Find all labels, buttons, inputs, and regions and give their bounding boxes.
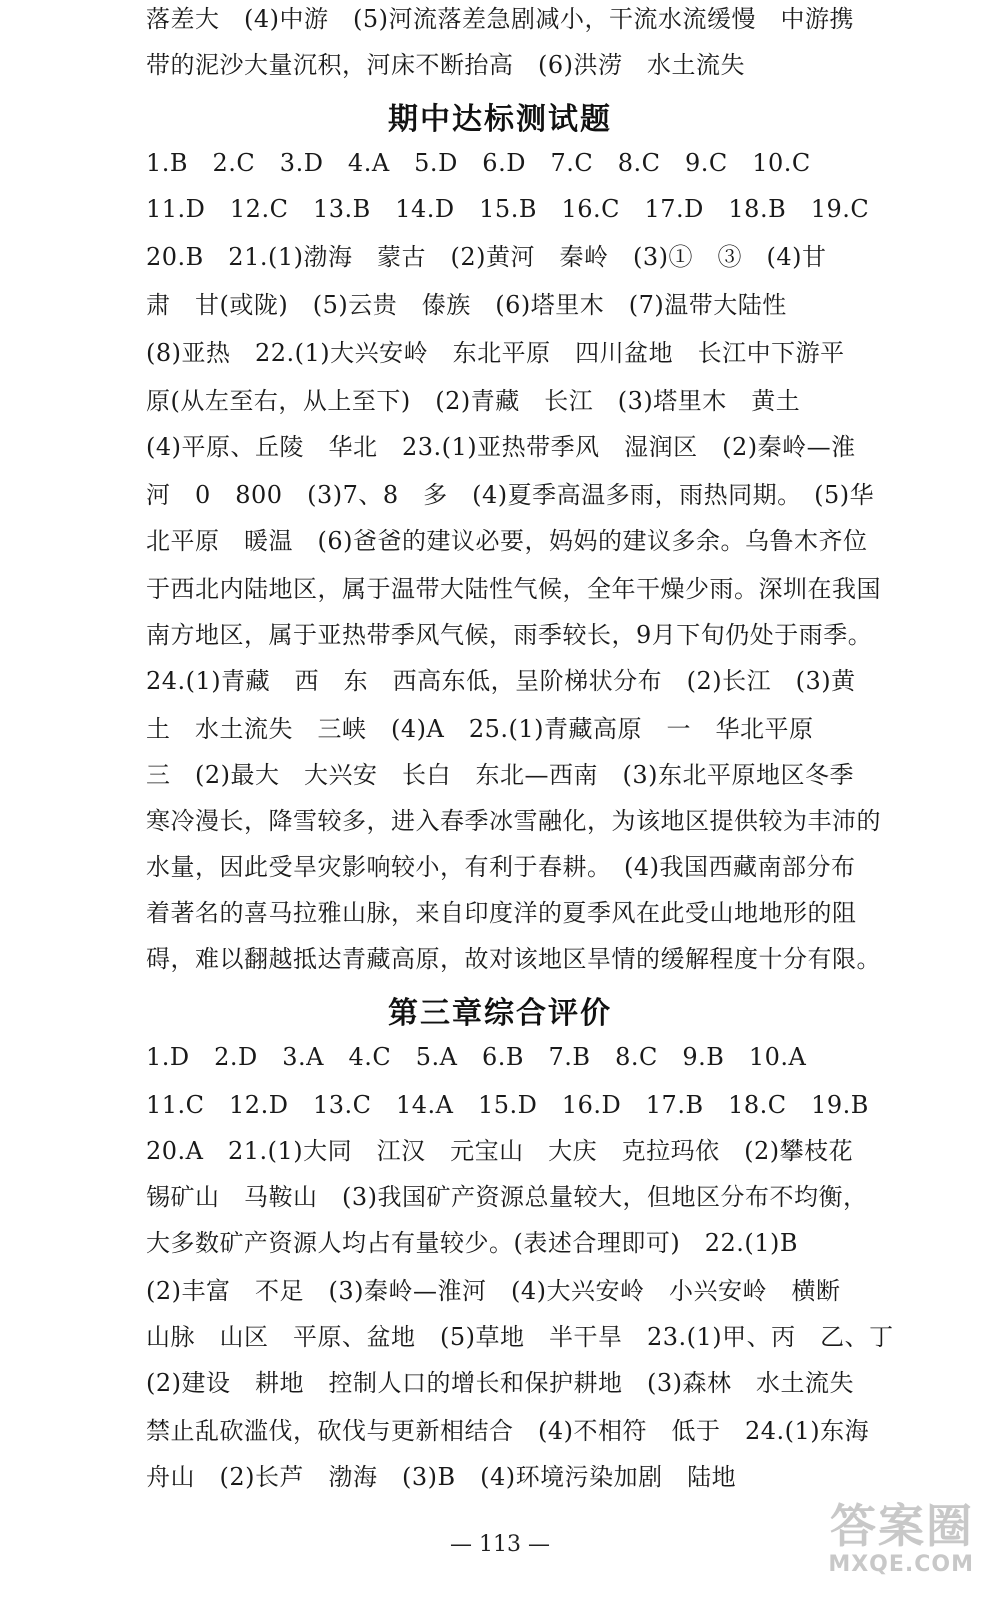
answer-line: 禁止乱砍滥伐，砍伐与更新相结合 (4)不相符 低于 24.(1)东海 [146,1417,870,1445]
answer-line: 碍，难以翻越抵达青藏高原，故对该地区旱情的缓解程度十分有限。 [146,945,881,973]
section-title-midterm: 期中达标测试题 [388,102,612,137]
answer-line: 河 0 800 (3)7、8 多 (4)夏季高温多雨，雨热同期。 (5)华 [146,481,875,509]
answer-line: 锡矿山 马鞍山 (3)我国矿产资源总量较大，但地区分布不均衡， [146,1183,868,1211]
answer-line: 11.D 12.C 13.B 14.D 15.B 16.C 17.D 18.B 19.C [146,195,870,223]
page-number: — 113 — [450,1532,550,1557]
answer-line: 肃 甘(或陇) (5)云贵 傣族 (6)塔里木 (7)温带大陆性 [146,291,787,319]
answer-line: (8)亚热 22.(1)大兴安岭 东北平原 四川盆地 长江中下游平 [146,339,845,367]
watermark-logo [802,1490,982,1590]
answer-line: 山脉 山区 平原、盆地 (5)草地 半干旱 23.(1)甲、丙 乙、丁 [146,1323,894,1351]
answer-line: 南方地区，属于亚热带季风气候，雨季较长，9月下旬仍处于雨季。 [146,621,873,649]
answer-line: 三 (2)最大 大兴安 长白 东北—西南 (3)东北平原地区冬季 [146,761,854,789]
answer-line: 寒冷漫长，降雪较多，进入春季冰雪融化，为该地区提供较为丰沛的 [146,807,881,835]
answer-line: 大多数矿产资源人均占有量较少。(表述合理即可) 22.(1)B [146,1229,799,1257]
text-line: 落差大 (4)中游 (5)河流落差急剧减小，干流水流缓慢 中游携 [146,5,854,33]
answer-line: 着著名的喜马拉雅山脉，来自印度洋的夏季风在此受山地地形的阻 [146,899,857,927]
answer-line: 原(从左至右，从上至下) (2)青藏 长江 (3)塔里木 黄土 [146,387,801,415]
answer-line: (2)建设 耕地 控制人口的增长和保护耕地 (3)森林 水土流失 [146,1369,854,1397]
answer-line: 20.B 21.(1)渤海 蒙古 (2)黄河 秦岭 (3)① ③ (4)甘 [146,243,827,271]
watermark-url: MXQE.COM [828,1552,974,1577]
answer-line: 舟山 (2)长芦 渤海 (3)B (4)环境污染加剧 陆地 [146,1463,737,1491]
watermark-logo-text: 答案圈 [830,1499,974,1553]
answer-line: (2)丰富 不足 (3)秦岭—淮河 (4)大兴安岭 小兴安岭 横断 [146,1277,841,1305]
answer-line: 水量，因此受旱灾影响较小，有利于春耕。 (4)我国西藏南部分布 [146,853,856,881]
answer-line: 20.A 21.(1)大同 江汉 元宝山 大庆 克拉玛依 (2)攀枝花 [146,1137,854,1165]
answer-line: 24.(1)青藏 西 东 西高东低，呈阶梯状分布 (2)长江 (3)黄 [146,667,856,695]
answer-line: (4)平原、丘陵 华北 23.(1)亚热带季风 湿润区 (2)秦岭—淮 [146,433,856,461]
section-title-chapter3: 第三章综合评价 [388,996,612,1031]
answer-line: 11.C 12.D 13.C 14.A 15.D 16.D 17.B 18.C 19.B [146,1091,869,1119]
answer-line: 北平原 暖温 (6)爸爸的建议必要，妈妈的建议多余。乌鲁木齐位 [146,527,868,555]
answer-line: 1.B 2.C 3.D 4.A 5.D 6.D 7.C 8.C 9.C 10.C [146,149,811,177]
answer-line: 1.D 2.D 3.A 4.C 5.A 6.B 7.B 8.C 9.B 10.A [146,1043,807,1071]
answer-line: 于西北内陆地区，属于温带大陆性气候，全年干燥少雨。深圳在我国 [146,575,881,603]
text-line: 带的泥沙大量沉积，河床不断抬高 (6)洪涝 水土流失 [146,51,745,79]
answer-line: 土 水土流失 三峡 (4)A 25.(1)青藏高原 一 华北平原 [146,715,814,743]
